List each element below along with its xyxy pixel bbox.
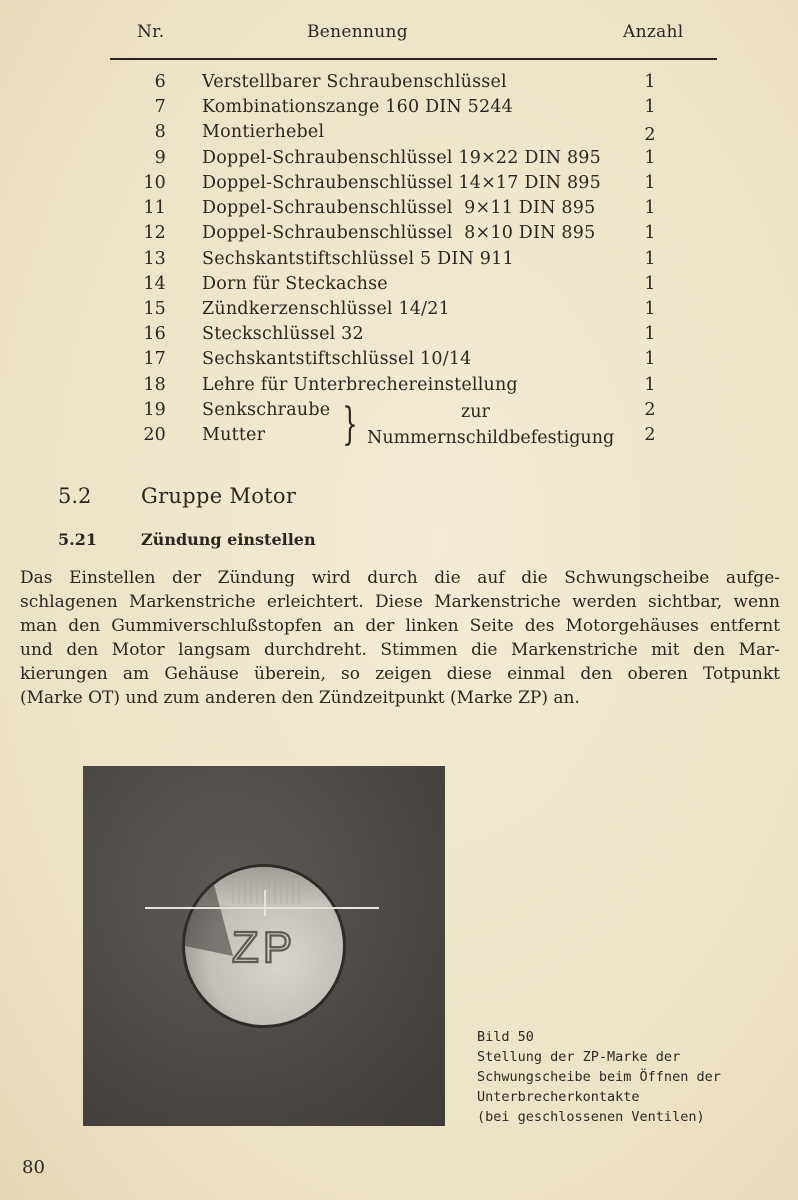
page-number: 80 (22, 1157, 45, 1178)
table-row (0, 72, 798, 97)
row-name: Doppel-Schraubenschlüssel 8×10 DIN 895 (202, 223, 596, 243)
row-name: Sechskantstiftschlüssel 5 DIN 911 (202, 249, 514, 269)
row-name: Doppel-Schraubenschlüssel 9×11 DIN 895 (202, 198, 596, 218)
zp-mark-label: ZP (231, 923, 297, 972)
row-quantity: 1 (644, 349, 656, 369)
row-quantity: 1 (644, 274, 656, 294)
row-number: 15 (143, 299, 166, 319)
curly-brace-icon: } (342, 399, 358, 450)
table-row (0, 400, 798, 425)
subsection-title: Zündung einstellen (141, 530, 316, 549)
table-row (0, 274, 798, 299)
row-name: Kombinationszange 160 DIN 5244 (202, 97, 514, 117)
caption-line: Stellung der ZP-Marke der (477, 1049, 681, 1065)
paragraph-line: Das Einstellen der Zündung wird durch die auf die Schwungscheibe aufge- (20, 568, 780, 588)
paragraph-line: man den Gummiverschlußstopfen an der linken Seite des Motorgehäuses entfernt (20, 616, 780, 636)
row-quantity: 1 (644, 223, 656, 243)
caption-line: (bei geschlossenen Ventilen) (477, 1109, 705, 1125)
row-number: 9 (154, 148, 166, 168)
row-name: Dorn für Steckachse (202, 274, 388, 294)
table-row (0, 198, 798, 223)
caption-line: Schwungscheibe beim Öffnen der (477, 1069, 721, 1085)
row-number: 16 (143, 324, 166, 344)
table-row (0, 375, 798, 400)
row-name: Lehre für Unterbrechereinstellung (202, 375, 518, 395)
column-header-benennung: Benennung (307, 22, 408, 42)
brace-text-nummernschild: Nummernschildbefestigung (367, 428, 615, 448)
row-quantity: 1 (644, 198, 656, 218)
table-row (0, 299, 798, 324)
table-row (0, 324, 798, 349)
table-row (0, 97, 798, 122)
row-number: 12 (143, 223, 166, 243)
column-header-anzahl: Anzahl (623, 22, 684, 42)
row-number: 11 (143, 198, 166, 218)
row-number: 17 (143, 349, 166, 369)
paragraph-line: und den Motor langsam durchdreht. Stimmen die Markenstriche mit den Mar- (20, 640, 780, 660)
row-name: Verstellbarer Schraubenschlüssel (202, 72, 507, 92)
row-name: Mutter (202, 425, 266, 445)
row-name: Zündkerzenschlüssel 14/21 (202, 299, 450, 319)
subsection-number: 5.21 (58, 530, 97, 549)
row-quantity: 1 (644, 249, 656, 269)
row-name: Steckschlüssel 32 (202, 324, 364, 344)
row-name: Senkschraube (202, 400, 331, 420)
paragraph-line: kierungen am Gehäuse überein, so zeigen diese einmal den oberen Totpunkt (20, 664, 780, 684)
paragraph-line: (Marke OT) und zum anderen den Zündzeitpunkt (Marke ZP) an. (20, 688, 580, 708)
table-row (0, 223, 798, 248)
figure-caption (477, 1027, 721, 1127)
row-quantity: 2 (644, 425, 656, 445)
row-name: Doppel-Schraubenschlüssel 14×17 DIN 895 (202, 173, 601, 193)
row-quantity: 1 (644, 148, 656, 168)
row-number: 13 (143, 249, 166, 269)
row-number: 8 (154, 122, 166, 142)
caption-line: Unterbrecherkontakte (477, 1089, 640, 1105)
row-quantity: 1 (644, 97, 656, 117)
row-number: 20 (143, 425, 166, 445)
row-number: 6 (154, 72, 166, 92)
table-row (0, 349, 798, 374)
row-number: 18 (143, 375, 166, 395)
row-quantity: 1 (644, 72, 656, 92)
table-row (0, 249, 798, 274)
row-name: Sechskantstiftschlüssel 10/14 (202, 349, 472, 369)
row-name: Montierhebel (202, 122, 325, 142)
table-header-rule (110, 58, 717, 60)
table-row (0, 148, 798, 173)
table-row (0, 122, 798, 147)
row-quantity: 2 (644, 125, 656, 145)
row-number: 19 (143, 400, 166, 420)
caption-line: Bild 50 (477, 1029, 534, 1045)
brace-text-zur: zur (461, 402, 490, 422)
section-title: Gruppe Motor (141, 484, 297, 508)
row-number: 14 (143, 274, 166, 294)
figure-photo (83, 766, 445, 1126)
paragraph-line: schlagenen Markenstriche erleichtert. Diese Markenstriche werden sichtbar, wenn (20, 592, 780, 612)
body-paragraph (20, 566, 780, 710)
row-number: 10 (143, 173, 166, 193)
row-quantity: 1 (644, 299, 656, 319)
section-number: 5.2 (58, 484, 92, 508)
table-row (0, 173, 798, 198)
row-quantity: 1 (644, 324, 656, 344)
row-name: Doppel-Schraubenschlüssel 19×22 DIN 895 (202, 148, 601, 168)
row-number: 7 (154, 97, 166, 117)
flywheel-zp-mark-image (83, 766, 445, 1126)
row-quantity: 2 (644, 400, 656, 420)
row-quantity: 1 (644, 173, 656, 193)
column-header-nr: Nr. (137, 22, 165, 42)
row-quantity: 1 (644, 375, 656, 395)
